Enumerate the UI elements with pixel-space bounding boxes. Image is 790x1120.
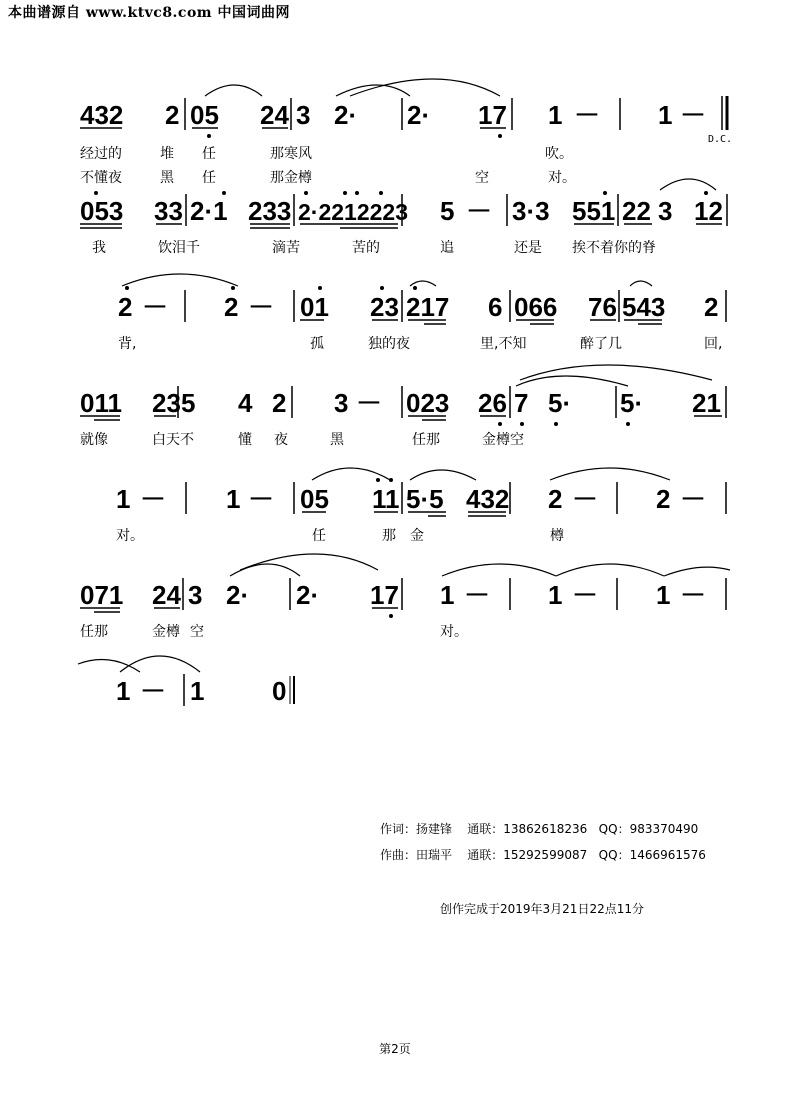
lyric: 还是	[514, 240, 542, 256]
lyric: 黑	[330, 432, 344, 448]
lyric: 背,	[118, 336, 137, 352]
note-group: －	[140, 676, 167, 706]
note-group: 1	[226, 484, 241, 514]
note-group: 05	[300, 484, 329, 514]
score-row-4	[80, 365, 726, 448]
lyric: 任	[202, 146, 216, 162]
lyric: 追	[440, 240, 454, 256]
note-group: 011	[80, 388, 122, 418]
score-row-5	[116, 468, 726, 544]
lyric: 那	[382, 528, 396, 544]
lyric: 金	[410, 528, 424, 544]
note-group: 3·3	[512, 196, 550, 226]
note-group: 5·	[620, 388, 644, 418]
note-group: 2·	[334, 100, 358, 130]
lyric: 经过的	[80, 146, 122, 162]
lyric: 不懂夜	[80, 170, 122, 186]
note-group: 2·1	[190, 196, 228, 226]
lyric: 任	[202, 170, 216, 186]
note-group: 1	[440, 580, 455, 610]
note-group: 2·	[407, 100, 431, 130]
note-group: 5·5	[406, 484, 444, 514]
note-group: 2	[224, 292, 239, 322]
note-group: 17	[478, 100, 507, 130]
note-group: 21	[692, 388, 721, 418]
lyric: 就像	[80, 432, 108, 448]
note-group: 3	[188, 580, 203, 610]
lyric: 苦的	[352, 240, 380, 256]
note-group: 023	[406, 388, 450, 418]
note-group: 2	[118, 292, 133, 322]
note-group: 4	[238, 388, 253, 418]
note-group: 33	[154, 196, 183, 226]
lyric: 我	[92, 240, 106, 256]
lyric: 金樽	[152, 624, 180, 640]
note-group: 23	[152, 388, 181, 418]
note-group: 11	[372, 484, 400, 514]
completion-date: 创作完成于2019年3月21日22点11分	[440, 902, 644, 916]
note-group: －	[466, 196, 493, 226]
note-group: 053	[80, 196, 124, 226]
lyric: 独的夜	[368, 336, 410, 352]
note-group: 26	[478, 388, 507, 418]
note-group: －	[142, 292, 169, 322]
note-group: 24	[152, 580, 181, 610]
lyric: 孤	[310, 336, 324, 352]
note-group: 233	[248, 196, 292, 226]
lyric: 空	[190, 624, 204, 640]
note-group: 3	[296, 100, 311, 130]
lyric: 对。	[116, 528, 144, 544]
note-group: －	[680, 100, 707, 130]
score-row-7	[78, 656, 294, 706]
note-group: 432	[466, 484, 510, 514]
lyric: 滴苦	[272, 240, 300, 256]
note-group: 01	[300, 292, 329, 322]
lyric: 夜	[274, 432, 288, 448]
note-group: 3	[658, 196, 673, 226]
note-group: 7	[514, 388, 529, 418]
note-group: 071	[80, 580, 124, 610]
note-group: 543	[622, 292, 666, 322]
note-group: 24	[260, 100, 289, 130]
note-group: 2	[548, 484, 563, 514]
lyric: 任那	[412, 432, 440, 448]
page-number: 第2页	[379, 1042, 411, 1056]
score-row-6	[80, 554, 730, 640]
lyric: 那金樽	[270, 170, 312, 186]
lyric: 那寒风	[270, 146, 312, 162]
lyric: 饮泪千	[158, 240, 200, 256]
note-group: 2·	[296, 580, 320, 610]
note-group: －	[680, 580, 707, 610]
lyric: 樽	[550, 528, 564, 544]
note-group: 22	[622, 196, 651, 226]
note-group: 05	[190, 100, 219, 130]
note-group: 1	[548, 100, 563, 130]
note-group: 76	[588, 292, 617, 322]
lyric: 回,	[704, 336, 723, 352]
note-group: －	[572, 580, 599, 610]
note-group: 12	[694, 196, 723, 226]
note-group: －	[356, 388, 383, 418]
note-group: 2·	[226, 580, 250, 610]
note-group: 6	[488, 292, 503, 322]
lyric: 黑	[160, 170, 174, 186]
note-group: －	[140, 484, 167, 514]
note-group: 551	[572, 196, 616, 226]
note-group: －	[248, 292, 275, 322]
lyric: 挨不着你的脊	[572, 240, 656, 256]
note-group: 2·2212223	[298, 199, 408, 225]
note-group: 1	[116, 676, 131, 706]
lyric: 任	[312, 528, 326, 544]
lyricist-credit: 作词：扬建锋 通联：13862618236 QQ：983370490	[380, 822, 699, 836]
score-row-3	[118, 274, 726, 352]
note-group: 1	[116, 484, 131, 514]
credits	[380, 816, 706, 868]
lyric: 醉了几	[580, 336, 622, 352]
note-group: 2	[704, 292, 719, 322]
lyric: 对。	[548, 170, 576, 186]
score-row-2	[80, 179, 727, 256]
lyric: 堆	[160, 146, 174, 162]
score-row-1	[80, 79, 732, 186]
note-group: 2	[165, 100, 180, 130]
lyric: 吹。	[545, 146, 573, 162]
note-group: －	[572, 484, 599, 514]
lyric: 金樽空	[482, 432, 524, 448]
note-group: 5	[440, 196, 455, 226]
note-group: －	[574, 100, 601, 130]
lyric: 懂	[238, 432, 252, 448]
lyric: 空	[475, 170, 489, 186]
note-group: 2	[656, 484, 671, 514]
note-group: 0	[272, 676, 287, 706]
note-group: 1	[658, 100, 673, 130]
lyric: 白天不	[152, 432, 194, 448]
note-group: 17	[370, 580, 399, 610]
note-group: 1	[656, 580, 671, 610]
dc-mark: D.C.	[708, 134, 733, 145]
note-group: 23	[370, 292, 399, 322]
lyric: 对。	[440, 624, 468, 640]
note-group: 432	[80, 100, 124, 130]
note-group: 5·	[548, 388, 572, 418]
note-group: 217	[406, 292, 450, 322]
note-group: －	[464, 580, 491, 610]
lyric: 里,不知	[480, 336, 527, 352]
note-group: 066	[514, 292, 558, 322]
note-group: 5	[181, 388, 196, 418]
note-group: 3	[334, 388, 349, 418]
note-group: －	[248, 484, 275, 514]
note-group: －	[680, 484, 707, 514]
note-group: 1	[190, 676, 205, 706]
source-header: 本曲谱源自 www.ktvc8.com 中国词曲网	[8, 5, 290, 21]
composer-credit: 作曲：田瑞平 通联：15292599087 QQ：1466961576	[380, 848, 706, 862]
note-group: 1	[548, 580, 563, 610]
note-group: 2	[272, 388, 287, 418]
lyric: 任那	[80, 624, 108, 640]
